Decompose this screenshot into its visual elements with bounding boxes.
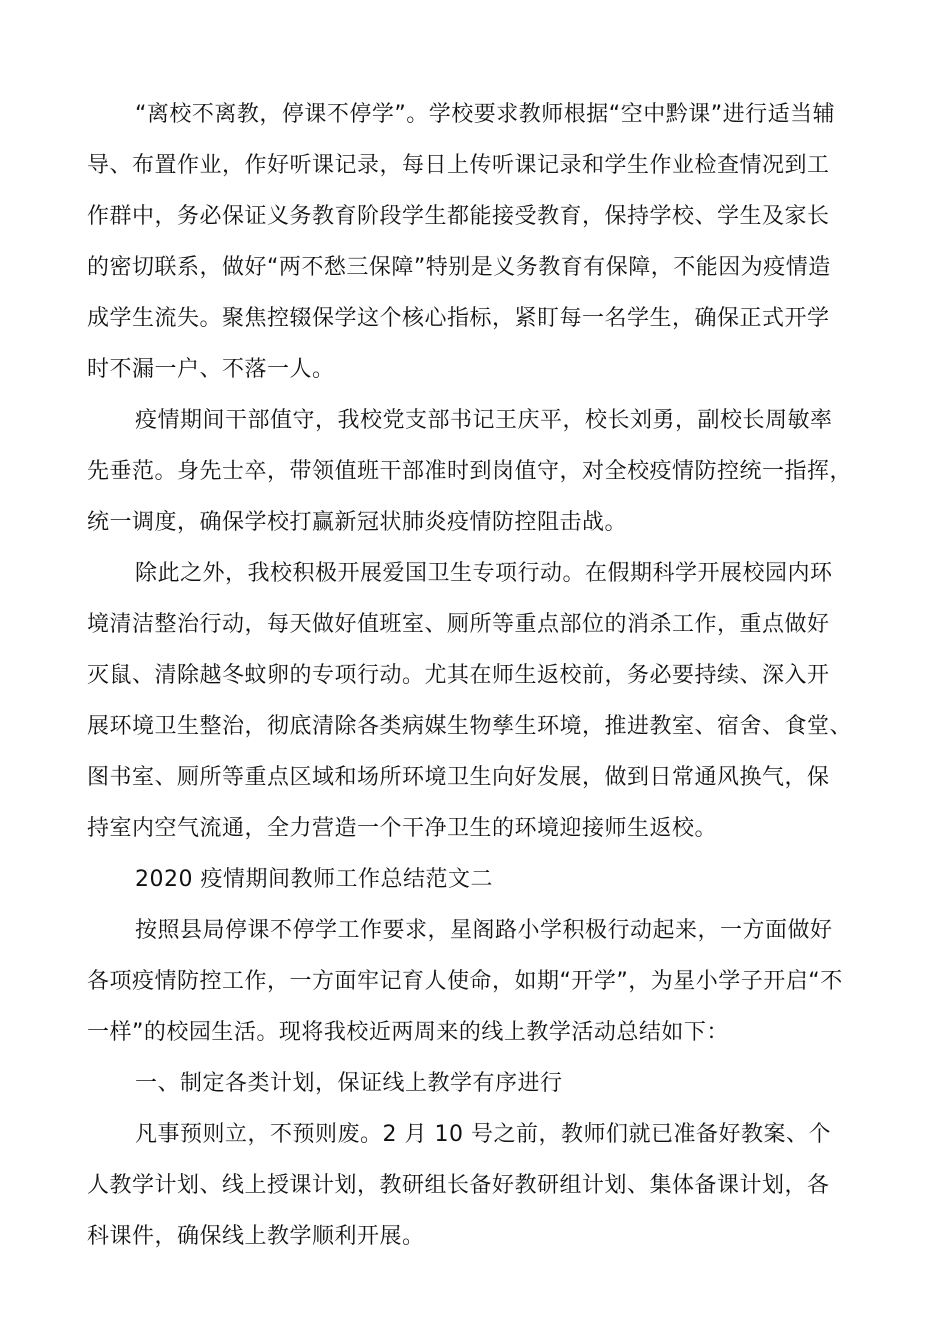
text-line-19: 一样”的校园生活。现将我校近两周来的线上教学活动总结如下： xyxy=(87,1020,729,1045)
text-line-6: 时不漏一户、不落一人。 xyxy=(87,357,335,382)
text-line-21: 凡事预则立，不预则废。2 月 10 号之前，教师们就已准备好教案、个 xyxy=(135,1122,831,1147)
text-line-8: 先垂范。身先士卒，带领值班干部准时到岗值守，对全校疫情防控统一指挥， xyxy=(87,459,853,484)
text-line-14: 图书室、厕所等重点区域和场所环境卫生向好发展，做到日常通风换气，保 xyxy=(87,765,830,790)
text-line-22: 人教学计划、线上授课计划，教研组长备好教研组计划、集体备课计划，各 xyxy=(87,1173,830,1198)
text-line-9: 统一调度，确保学校打赢新冠状肺炎疫情防控阻击战。 xyxy=(87,510,628,535)
section-heading-1: 2020 疫情期间教师工作总结范文二 xyxy=(135,867,493,892)
text-line-13: 展环境卫生整治，彻底清除各类病媒生物孳生环境，推进教室、宿舍、食堂、 xyxy=(87,714,853,739)
text-line-1: “离校不离教，停课不停学”。学校要求教师根据“空中黔课”进行适当辅 xyxy=(135,102,836,127)
text-line-5: 成学生流失。聚焦控辍保学这个核心指标，紧盯每一名学生，确保正式开学 xyxy=(87,306,830,331)
text-line-3: 作群中，务必保证义务教育阶段学生都能接受教育，保持学校、学生及家长 xyxy=(87,204,830,229)
text-line-10: 除此之外，我校积极开展爱国卫生专项行动。在假期科学开展校园内环 xyxy=(135,561,833,586)
text-line-15: 持室内空气流通，全力营造一个干净卫生的环境迎接师生返校。 xyxy=(87,816,718,841)
text-line-11: 境清洁整治行动，每天做好值班室、厕所等重点部位的消杀工作，重点做好 xyxy=(87,612,830,637)
text-line-4: 的密切联系，做好“两不愁三保障”特别是义务教育有保障，不能因为疫情造 xyxy=(87,255,831,280)
text-line-17: 按照县局停课不停学工作要求，星阁路小学积极行动起来，一方面做好 xyxy=(135,918,833,943)
text-line-23: 科课件，确保线上教学顺利开展。 xyxy=(87,1224,425,1249)
text-line-12: 灭鼠、清除越冬蚊卵的专项行动。尤其在师生返校前，务必要持续、深入开 xyxy=(87,663,830,688)
text-line-2: 导、布置作业，作好听课记录，每日上传听课记录和学生作业检查情况到工 xyxy=(87,153,830,178)
text-line-18: 各项疫情防控工作，一方面牢记育人使命，如期“开学”，为星小学子开启“不 xyxy=(87,969,843,994)
section-heading-2: 一、制定各类计划，保证线上教学有序进行 xyxy=(135,1071,563,1096)
text-line-7: 疫情期间干部值守，我校党支部书记王庆平，校长刘勇，副校长周敏率 xyxy=(135,408,833,433)
